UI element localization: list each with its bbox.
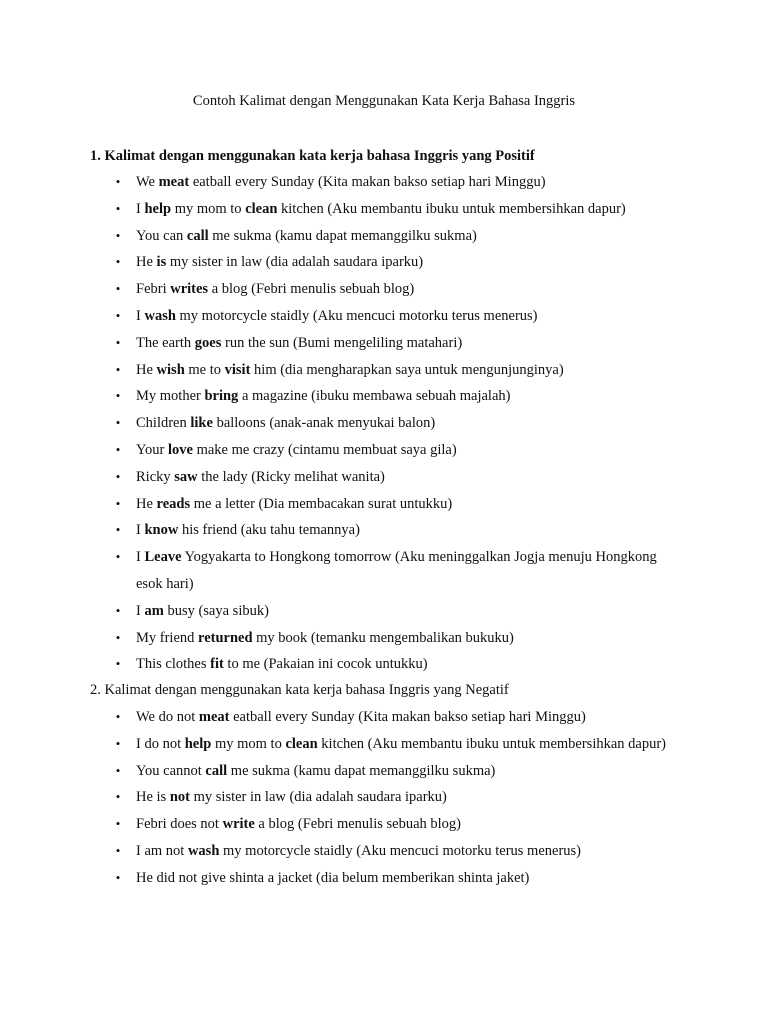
verb-emphasis: visit	[224, 361, 251, 378]
verb-emphasis: returned	[198, 629, 253, 646]
text-run: Febri	[136, 281, 171, 298]
text-run: his friend (aku tahu temannya)	[178, 522, 360, 539]
list-item	[112, 330, 672, 357]
text-run: the lady (Ricky melihat wanita)	[197, 468, 385, 485]
text-run: Yogyakarta to Hongkong tomorrow (Aku meninggalkan Jogja menuju Hongkong esok hari)	[136, 549, 657, 592]
text-run: I	[136, 307, 145, 324]
page-title: Contoh Kalimat dengan Menggunakan Kata Kerja Bahasa Inggris	[192, 93, 576, 109]
list-item-text	[136, 630, 514, 646]
text-run: I	[136, 200, 145, 217]
list-item	[112, 625, 672, 652]
text-run: eatball every Sunday (Kita makan bakso setiap hari Minggu)	[189, 174, 546, 190]
verb-emphasis: call	[205, 762, 228, 779]
verb-emphasis: wish	[156, 361, 185, 378]
text-run: eatball every Sunday (Kita makan bakso setiap hari Minggu)	[229, 709, 586, 725]
section-heading-positive: 1. Kalimat dengan menggunakan kata kerja bahasa Inggris yang Positif	[90, 148, 535, 164]
verb-emphasis: reads	[156, 495, 191, 512]
bullet-icon: •	[115, 656, 121, 672]
text-run: kitchen (Aku membantu ibuku untuk membersihkan dapur)	[317, 735, 666, 752]
bullet-icon: •	[115, 227, 121, 243]
text-run: He did not give shinta a jacket (dia belum memberikan shinta jaket)	[136, 869, 530, 886]
list-item	[112, 464, 672, 491]
verb-emphasis: help	[144, 200, 172, 217]
text-run: You can	[136, 227, 187, 244]
text-run: I	[136, 549, 145, 566]
verb-emphasis: clean	[245, 200, 278, 217]
text-run: run the sun (Bumi mengeliling matahari)	[221, 334, 463, 351]
list-item	[112, 544, 672, 598]
text-run: Children	[136, 415, 191, 432]
bullet-icon: •	[115, 549, 121, 565]
list-item-text	[136, 870, 529, 886]
text-run: I am not	[136, 842, 188, 859]
list-item	[112, 410, 672, 437]
list-item-text	[136, 442, 457, 458]
text-run: My friend	[136, 629, 199, 646]
bullet-icon: •	[115, 816, 121, 832]
list-item	[112, 437, 672, 464]
verb-emphasis: am	[144, 602, 164, 619]
bullet-icon: •	[115, 388, 121, 404]
verb-emphasis: wash	[144, 307, 176, 324]
bullet-icon: •	[115, 735, 121, 751]
bullet-icon: •	[115, 629, 121, 645]
list-item-text	[136, 415, 435, 431]
list-item	[112, 303, 672, 330]
bullet-icon: •	[115, 174, 121, 189]
text-run: my motorcycle staidly (Aku mencuci motorku terus menerus)	[175, 307, 538, 324]
list-item	[112, 196, 672, 223]
text-run: This clothes	[136, 656, 211, 673]
text-run: a blog (Febri menulis sebuah blog)	[208, 281, 415, 298]
list-item-text	[136, 522, 360, 538]
list-item	[112, 704, 672, 731]
text-run: make me crazy (cintamu membuat saya gila)	[192, 441, 457, 458]
list-item	[112, 598, 672, 625]
bullet-icon: •	[115, 789, 121, 805]
list-item-text	[136, 335, 462, 351]
verb-emphasis: love	[167, 441, 193, 458]
bullet-icon: •	[115, 869, 121, 885]
list-item-text	[136, 362, 564, 378]
text-run: He	[136, 495, 157, 512]
list-item-text	[136, 709, 586, 725]
text-run: my mom to	[211, 735, 286, 752]
bullet-icon: •	[115, 307, 121, 323]
bullet-icon: •	[115, 254, 121, 270]
text-run: My mother	[136, 388, 205, 405]
text-run: balloons (anak-anak menyukai balon)	[212, 415, 436, 432]
list-item-text	[136, 201, 626, 217]
bullet-list-positive	[112, 169, 672, 678]
list-item	[112, 731, 672, 758]
verb-emphasis: saw	[174, 468, 198, 485]
list-item-text	[136, 228, 477, 244]
list-item-text	[136, 174, 546, 190]
text-run: a magazine (ibuku membawa sebuah majalah)	[238, 388, 511, 405]
text-run: busy (saya sibuk)	[163, 602, 269, 619]
bullet-icon: •	[115, 361, 121, 377]
verb-emphasis: write	[222, 816, 255, 833]
bullet-icon: •	[115, 415, 121, 431]
bullet-icon: •	[115, 709, 121, 724]
text-run: a blog (Febri menulis sebuah blog)	[254, 816, 461, 833]
text-run: I do not	[136, 735, 185, 752]
verb-emphasis: fit	[210, 656, 224, 673]
text-run: me to	[184, 361, 225, 378]
list-item-text	[136, 549, 657, 592]
text-run: to me (Pakaian ini cocok untukku)	[223, 656, 428, 673]
verb-emphasis: bring	[204, 388, 239, 405]
text-run: You cannot	[136, 762, 206, 779]
text-run: He	[136, 361, 157, 378]
list-item-text	[136, 281, 414, 297]
list-item	[112, 223, 672, 250]
bullet-icon: •	[115, 200, 121, 216]
text-run: kitchen (Aku membantu ibuku untuk membersihkan dapur)	[277, 200, 626, 217]
text-run: The earth	[136, 334, 195, 351]
list-item-text	[136, 308, 538, 324]
list-item-text	[136, 496, 452, 512]
list-item-text	[136, 254, 423, 270]
list-item	[112, 276, 672, 303]
list-item	[112, 865, 672, 892]
list-item-text	[136, 816, 461, 832]
list-item	[112, 383, 672, 410]
bullet-icon: •	[115, 468, 121, 484]
bullet-icon: •	[115, 762, 121, 778]
list-item-text	[136, 656, 428, 672]
text-run: me sukma (kamu dapat memanggilku sukma)	[208, 227, 477, 244]
verb-emphasis: call	[186, 227, 209, 244]
verb-emphasis: help	[184, 735, 212, 752]
verb-emphasis: like	[190, 415, 213, 432]
text-run: my sister in law (dia adalah saudara iparku)	[190, 789, 447, 806]
verb-emphasis: wash	[187, 842, 220, 859]
text-run: me a letter (Dia membacakan surat untukku)	[190, 495, 453, 512]
list-item-text	[136, 843, 581, 859]
text-run: my sister in law (dia adalah saudara iparku)	[166, 254, 424, 271]
text-run: I	[136, 602, 145, 619]
verb-emphasis: not	[169, 789, 190, 806]
bullet-list-negative	[112, 704, 672, 892]
text-run: I	[136, 522, 145, 539]
text-run: He	[136, 254, 157, 271]
verb-emphasis: writes	[170, 281, 209, 298]
text-run: my mom to	[171, 200, 246, 217]
text-run: We	[136, 174, 159, 190]
bullet-icon: •	[115, 334, 121, 350]
bullet-icon: •	[115, 842, 121, 858]
list-item	[112, 169, 672, 196]
bullet-icon: •	[115, 522, 121, 538]
list-item	[112, 838, 672, 865]
list-item	[112, 651, 672, 678]
list-item-text	[136, 469, 385, 485]
bullet-icon: •	[115, 602, 121, 618]
list-item-text	[136, 736, 666, 752]
text-run: We do not	[136, 709, 199, 725]
text-run: He is	[136, 789, 170, 806]
list-item	[112, 357, 672, 384]
list-item	[112, 784, 672, 811]
verb-emphasis: Leave	[144, 549, 182, 566]
bullet-icon: •	[115, 495, 121, 511]
verb-emphasis: know	[144, 522, 179, 539]
text-run: my book (temanku mengembalikan bukuku)	[252, 629, 514, 646]
list-item-text	[136, 789, 447, 805]
verb-emphasis: meat	[198, 709, 230, 725]
text-run: my motorcycle staidly (Aku mencuci motorku terus menerus)	[219, 842, 581, 859]
bullet-icon: •	[115, 281, 121, 297]
list-item	[112, 811, 672, 838]
list-item	[112, 491, 672, 518]
text-run: Ricky	[136, 468, 175, 485]
verb-emphasis: goes	[194, 334, 222, 351]
list-item	[112, 517, 672, 544]
list-item	[112, 249, 672, 276]
list-item-text	[136, 763, 495, 779]
list-item-text	[136, 603, 269, 619]
text-run: Febri does not	[136, 816, 223, 833]
bullet-icon: •	[115, 441, 121, 457]
text-run: him (dia mengharapkan saya untuk mengunjunginya)	[250, 361, 564, 378]
list-item-text	[136, 388, 510, 404]
list-item	[112, 758, 672, 785]
section-heading-negative: 2. Kalimat dengan menggunakan kata kerja bahasa Inggris yang Negatif	[90, 682, 509, 698]
verb-emphasis: is	[156, 254, 167, 271]
verb-emphasis: meat	[158, 174, 190, 190]
text-run: Your	[136, 441, 168, 458]
verb-emphasis: clean	[285, 735, 318, 752]
text-run: me sukma (kamu dapat memanggilku sukma)	[227, 762, 496, 779]
